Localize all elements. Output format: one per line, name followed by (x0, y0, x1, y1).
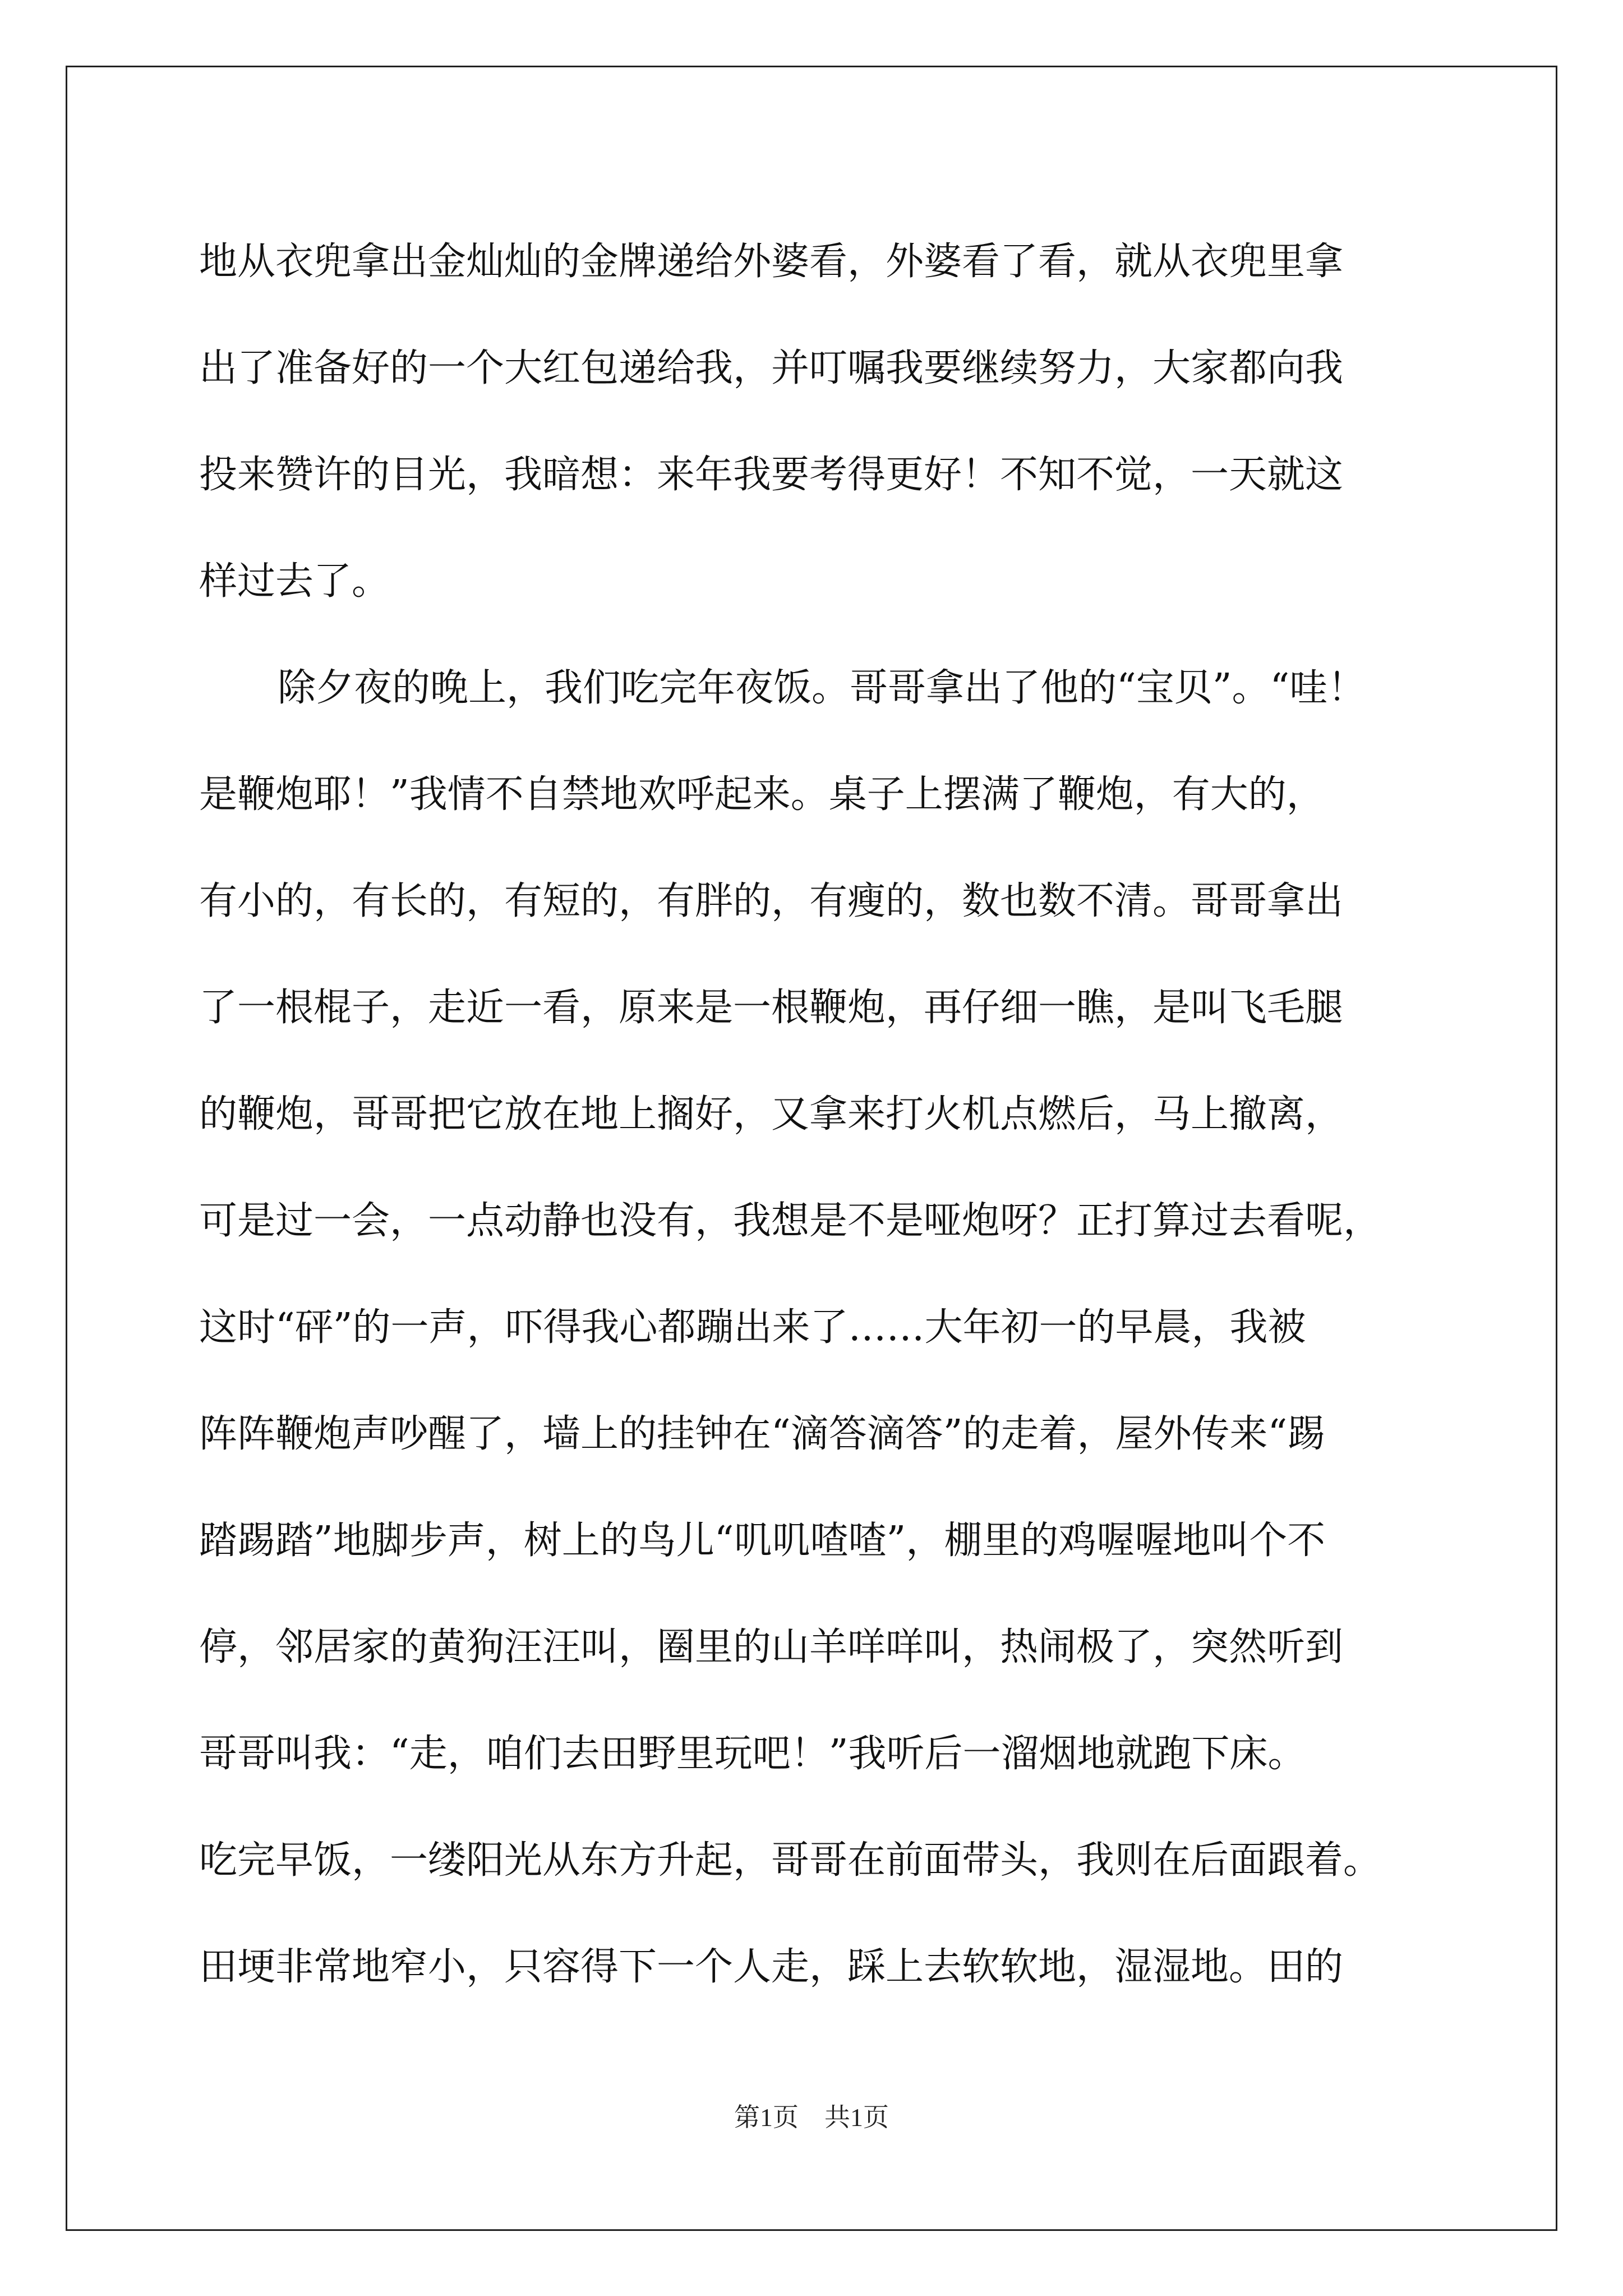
text-line: 哥哥叫我：“走，咱们去田野里玩吧！”我听后一溜烟地就跑下床。 (199, 1732, 1306, 1776)
text-line: 的鞭炮，哥哥把它放在地上搁好，又拿来打火机点燃后，马上撤离， (199, 1092, 1344, 1137)
text-line: 出了准备好的一个大红包递给我，并叮嘱我要继续努力，大家都向我 (199, 346, 1344, 390)
text-line: 投来赞许的目光，我暗想：来年我要考得更好！不知不觉，一天就这 (199, 453, 1344, 497)
text-line: 有小的，有长的，有短的，有胖的，有瘦的，数也数不清。哥哥拿出 (199, 879, 1344, 923)
text-line: 可是过一会，一点动静也没有，我想是不是哑炮呀？正打算过去看呢， (199, 1199, 1382, 1243)
text-line: 田埂非常地窄小，只容得下一个人走，踩上去软软地，湿湿地。田的 (199, 1945, 1344, 1989)
text-line: 踏踢踏”地脚步声，树上的鸟儿“叽叽喳喳”，棚里的鸡喔喔地叫个不 (199, 1519, 1326, 1563)
text-line: 阵阵鞭炮声吵醒了，墙上的挂钟在“滴答滴答”的走着，屋外传来“踢 (199, 1412, 1326, 1456)
paragraph-start-line: 除夕夜的晚上，我们吃完年夜饭。哥哥拿出了他的“宝贝”。“哇！ (278, 666, 1366, 710)
document-body (199, 209, 1489, 2021)
text-line: 这时“砰”的一声，吓得我心都蹦出来了……大年初一的早晨，我被 (199, 1305, 1306, 1350)
text-line: 停，邻居家的黄狗汪汪叫，圈里的山羊咩咩叫，热闹极了，突然听到 (199, 1625, 1344, 1669)
text-line: 吃完早饭，一缕阳光从东方升起，哥哥在前面带头，我则在后面跟着。 (199, 1838, 1382, 1883)
text-line: 地从衣兜拿出金灿灿的金牌递给外婆看，外婆看了看，就从衣兜里拿 (199, 240, 1344, 284)
text-line: 样过去了。 (199, 559, 390, 604)
page-number-footer: 第1页 共1页 (734, 2103, 889, 2132)
text-line: 是鞭炮耶！”我情不自禁地欢呼起来。桌子上摆满了鞭炮，有大的， (199, 772, 1325, 817)
text-line: 了一根棍子，走近一看，原来是一根鞭炮，再仔细一瞧，是叫飞毛腿 (199, 986, 1344, 1030)
